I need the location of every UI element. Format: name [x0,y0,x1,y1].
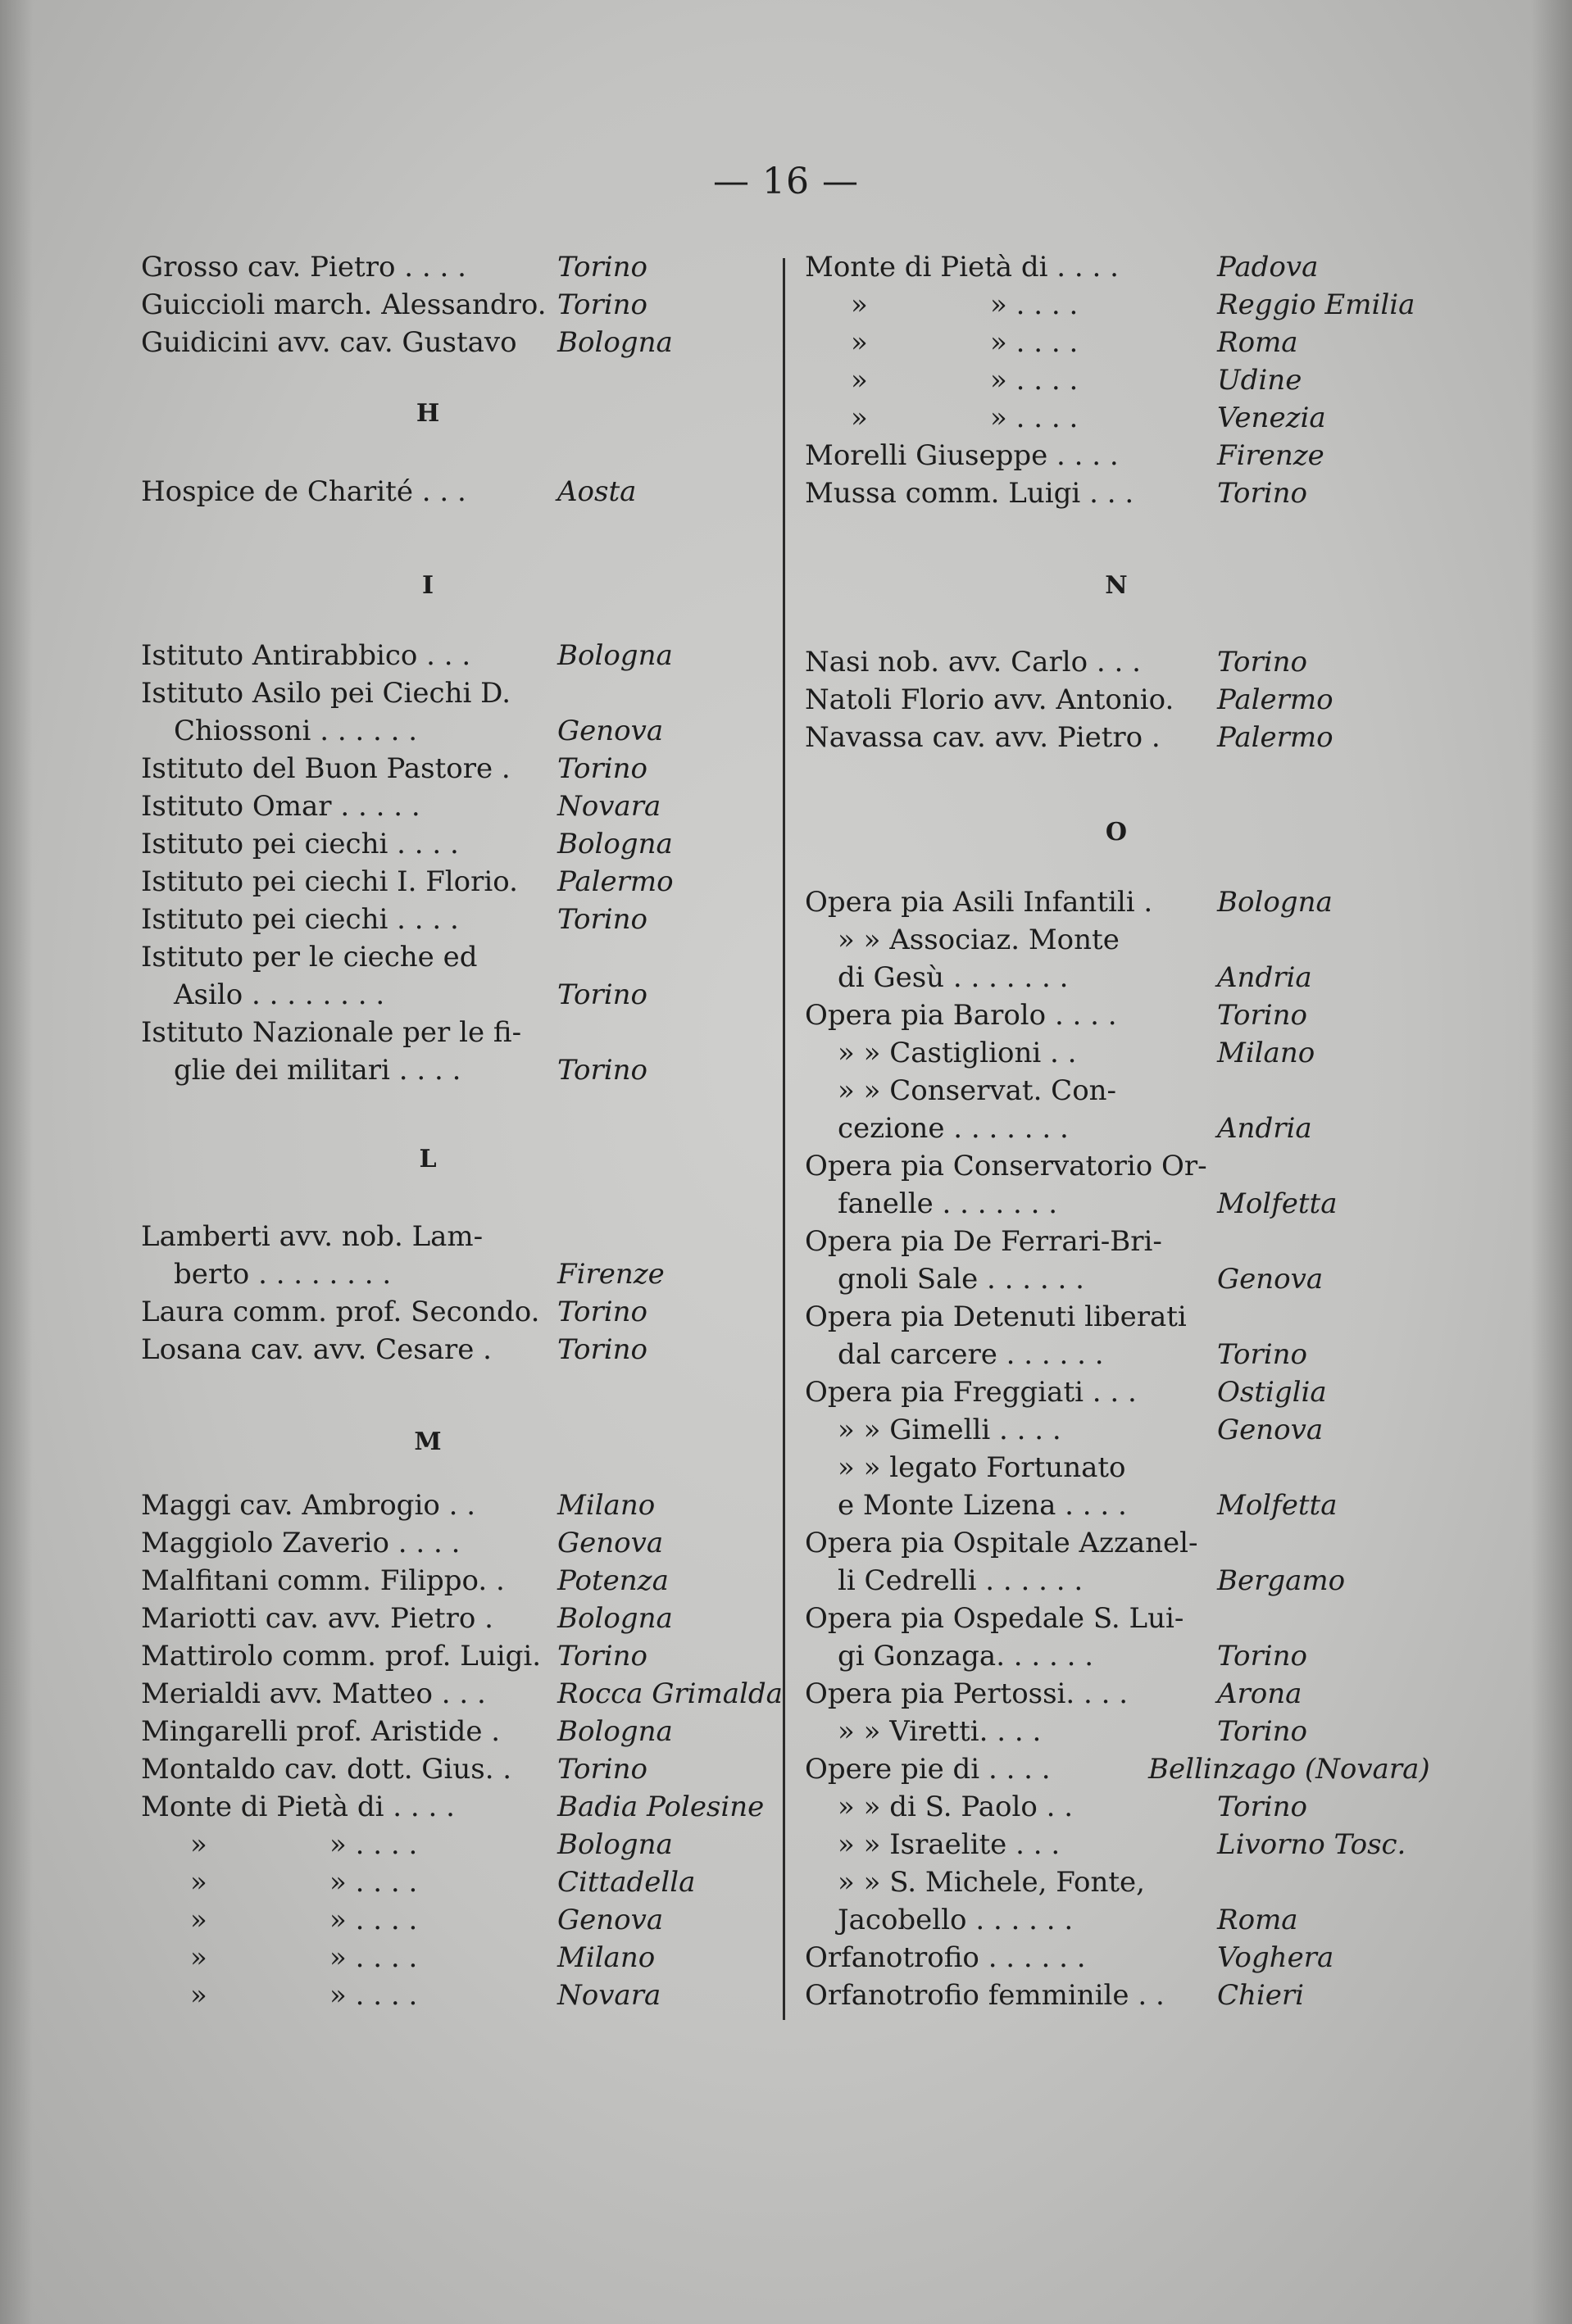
ditto-mark: » . . . . [990,326,1079,359]
index-entry [141,1901,788,1939]
entry-name: Opera pia Ospitale Azzanel- [805,1527,1198,1559]
ditto-mark: » . . . . [329,1904,418,1936]
entry-name: » » Gimelli . . . . [838,1414,1061,1446]
entry-city: Venezia [1217,402,1326,434]
entry-name: Istituto pei ciechi I. Florio. [141,865,518,898]
index-entry [141,1255,788,1293]
index-entry [805,1110,1452,1147]
entry-city: Bergamo [1217,1564,1346,1597]
entry-city: Chieri [1217,1979,1305,2012]
entry-city: Bellinzago (Novara) [1148,1753,1430,1786]
index-entry [805,399,1452,437]
entry-city: Andria [1217,961,1312,994]
ditto-mark: » . . . . [990,364,1079,397]
entry-city: Genova [557,715,664,747]
index-entry [141,863,788,901]
index-entry [805,1637,1452,1675]
index-entry [805,1336,1452,1373]
index-entry [805,1524,1452,1562]
entry-name: » » Israelite . . . [838,1828,1061,1861]
index-entry [141,1675,788,1713]
ditto-mark: » . . . . [329,1866,418,1899]
index-entry [141,286,788,324]
entry-city: Torino [1217,1338,1308,1371]
entry-city: Bologna [1217,886,1333,919]
index-entry [141,637,788,674]
index-entry [805,1750,1452,1788]
entry-name: fanelle . . . . . . . [838,1187,1058,1220]
index-entry [805,1223,1452,1260]
entry-city: Arona [1217,1677,1302,1710]
index-entry [805,883,1452,921]
entry-name: Malfitani comm. Filippo. . [141,1564,505,1597]
index-entry [805,248,1452,286]
entry-city: Palermo [557,865,674,898]
index-entry [141,1977,788,2014]
index-entry [141,825,788,863]
section-letter-h: H [416,399,440,428]
entry-name: berto . . . . . . . . [174,1258,392,1291]
entry-city: Bologna [557,326,673,359]
ditto-mark: » . . . . [329,1979,418,2012]
section-letter-o: O [1105,818,1128,847]
entry-name: Opere pie di . . . . [805,1753,1051,1786]
index-entry [141,1562,788,1600]
index-entry [141,674,788,712]
entry-city: Torino [557,251,648,284]
index-entry [805,1185,1452,1223]
entry-name: Maggiolo Zaverio . . . . [141,1527,461,1559]
entry-city: Firenze [1217,439,1324,472]
ditto-mark: » [190,1979,207,2012]
index-entry [141,1331,788,1369]
index-entry [805,1487,1452,1524]
entry-name: Opera pia Detenuti liberati [805,1300,1187,1333]
entry-name: Hospice de Charité . . . [141,475,466,508]
index-entry [805,1713,1452,1750]
index-entry [141,901,788,938]
entry-name: » » Associaz. Monte [838,924,1120,956]
entry-name: Opera pia Conservatorio Or- [805,1150,1207,1182]
entry-name: Istituto Antirabbico . . . [141,639,471,672]
entry-city: Milano [557,1489,656,1522]
entry-city: Genova [557,1904,664,1936]
entry-name: di Gesù . . . . . . . [838,961,1069,994]
ditto-mark: » [190,1941,207,1974]
entry-name: Opera pia Barolo . . . . [805,999,1117,1032]
index-entry [805,1826,1452,1863]
index-entry [805,719,1452,756]
entry-name: Laura comm. prof. Secondo. [141,1296,540,1328]
entry-name: gnoli Sale . . . . . . [838,1263,1084,1296]
index-entry [805,1034,1452,1072]
entry-city: Padova [1217,251,1319,284]
entry-city: Molfetta [1217,1489,1338,1522]
entry-name: Montaldo cav. dott. Gius. . [141,1753,512,1786]
entry-name: Istituto Omar . . . . . [141,790,420,823]
entry-name: li Cedrelli . . . . . . [838,1564,1084,1597]
index-entry [805,1562,1452,1600]
ditto-mark: » . . . . [329,1941,418,1974]
entry-city: Udine [1217,364,1302,397]
entry-name: Opera pia Freggiati . . . [805,1376,1137,1409]
entry-name: Opera pia Ospedale S. Lui- [805,1602,1184,1635]
page-shadow-right [1531,0,1572,2324]
ditto-mark: » . . . . [990,288,1079,321]
section-letter-i: I [421,571,434,600]
entry-city: Torino [557,752,648,785]
index-entry [141,1524,788,1562]
entry-city: Firenze [557,1258,665,1291]
index-entry [141,750,788,788]
entry-name: Istituto Asilo pei Ciechi D. [141,677,511,710]
index-entry [805,1411,1452,1449]
entry-city: Torino [1217,477,1308,510]
entry-name: Nasi nob. avv. Carlo . . . [805,646,1141,679]
entry-name: Mingarelli prof. Aristide . [141,1715,501,1748]
index-entry [805,921,1452,959]
entry-city: Cittadella [557,1866,696,1899]
entry-city: Torino [557,903,648,936]
entry-city: Milano [557,1941,656,1974]
ditto-mark: » [851,288,868,321]
entry-name: » » Conservat. Con- [838,1074,1117,1107]
entry-city: Genova [1217,1263,1324,1296]
entry-name: Mariotti cav. avv. Pietro . [141,1602,493,1635]
entry-city: Badia Polesine [557,1791,765,1823]
index-entry [141,1788,788,1826]
index-entry [805,996,1452,1034]
index-entry [141,248,788,286]
entry-city: Livorno Tosc. [1217,1828,1406,1861]
index-entry [805,286,1452,324]
index-entry [141,1293,788,1331]
entry-city: Torino [1217,999,1308,1032]
page-number: — 16 — [713,161,859,202]
page-shadow-left [0,0,33,2324]
entry-city: Potenza [557,1564,669,1597]
entry-name: Istituto per le cieche ed [141,941,478,974]
index-entry [805,324,1452,361]
index-entry [805,474,1452,512]
entry-city: Roma [1217,1904,1298,1936]
entry-name: Jacobello . . . . . . [838,1904,1074,1936]
index-entry [805,1675,1452,1713]
entry-city: Torino [557,1333,648,1366]
entry-name: Grosso cav. Pietro . . . . [141,251,466,284]
entry-name: Asilo . . . . . . . . [174,978,385,1011]
entry-city: Bologna [557,1715,673,1748]
entry-name: » » Castiglioni . . [838,1037,1077,1069]
entry-name: Losana cav. avv. Cesare . [141,1333,492,1366]
ditto-mark: » . . . . [329,1828,418,1861]
entry-name: » » Viretti. . . . [838,1715,1042,1748]
entry-city: Milano [1217,1037,1315,1069]
entry-city: Torino [1217,1640,1308,1673]
index-entry [141,938,788,976]
index-entry [141,1051,788,1089]
section-letter-n: N [1105,571,1128,600]
entry-name: Chiossoni . . . . . . [174,715,418,747]
entry-name: Opera pia Asili Infantili . [805,886,1153,919]
entry-city: Torino [557,978,648,1011]
index-entry [805,361,1452,399]
index-entry [805,1788,1452,1826]
entry-city: Novara [557,790,661,823]
entry-name: » » S. Michele, Fonte, [838,1866,1145,1899]
index-entry [141,1826,788,1863]
entry-city: Torino [1217,1791,1308,1823]
index-entry [141,1600,788,1637]
entry-city: Torino [557,1640,648,1673]
entry-name: Guidicini avv. cav. Gustavo [141,326,517,359]
ditto-mark: » [190,1904,207,1936]
index-entry [805,1863,1452,1901]
index-entry [141,1939,788,1977]
section-letter-m: M [414,1428,442,1456]
entry-name: Natoli Florio avv. Antonio. [805,683,1174,716]
entry-name: Monte di Pietà di . . . . [141,1791,455,1823]
ditto-mark: » [851,326,868,359]
entry-name: Opera pia Pertossi. . . . [805,1677,1129,1710]
entry-name: Istituto Nazionale per le fi- [141,1016,522,1049]
ditto-mark: » [851,364,868,397]
entry-name: Istituto pei ciechi . . . . [141,828,459,860]
entry-name: Monte di Pietà di . . . . [805,251,1119,284]
entry-city: Aosta [557,475,637,508]
index-entry [141,1014,788,1051]
entry-city: Rocca Grimalda [557,1677,783,1710]
entry-name: Lamberti avv. nob. Lam- [141,1220,484,1253]
entry-name: Istituto pei ciechi . . . . [141,903,459,936]
index-entry [805,1939,1452,1977]
entry-name: Mussa comm. Luigi . . . [805,477,1134,510]
index-entry [141,976,788,1014]
index-entry [141,324,788,361]
ditto-mark: » [851,402,868,434]
entry-city: Novara [557,1979,661,2012]
entry-city: Voghera [1217,1941,1334,1974]
entry-city: Palermo [1217,721,1333,754]
index-entry [805,1977,1452,2014]
index-entry [805,1260,1452,1298]
index-entry [805,1449,1452,1487]
entry-city: Torino [557,1054,648,1087]
entry-city: Palermo [1217,683,1333,716]
ditto-mark: » [190,1866,207,1899]
ditto-mark: » . . . . [990,402,1079,434]
index-entry [141,1637,788,1675]
entry-name: Navassa cav. avv. Pietro . [805,721,1161,754]
entry-city: Molfetta [1217,1187,1338,1220]
index-entry [141,1713,788,1750]
entry-name: Opera pia De Ferrari-Bri- [805,1225,1162,1258]
entry-name: gi Gonzaga. . . . . . [838,1640,1094,1673]
entry-name: » » di S. Paolo . . [838,1791,1074,1823]
entry-name: Orfanotrofio . . . . . . [805,1941,1086,1974]
entry-name: Guiccioli march. Alessandro. [141,288,547,321]
index-entry [805,1298,1452,1336]
index-entry [141,473,788,511]
index-entry [805,1373,1452,1411]
entry-name: Morelli Giuseppe . . . . [805,439,1119,472]
entry-city: Torino [557,288,648,321]
index-entry [141,1863,788,1901]
index-entry [141,1750,788,1788]
entry-name: Istituto del Buon Pastore . [141,752,511,785]
index-entry [805,1600,1452,1637]
entry-city: Torino [557,1296,648,1328]
entry-city: Ostiglia [1217,1376,1327,1409]
index-entry [141,712,788,750]
entry-city: Bologna [557,639,673,672]
index-entry [805,643,1452,681]
entry-city: Torino [1217,1715,1308,1748]
entry-name: Merialdi avv. Matteo . . . [141,1677,486,1710]
entry-name: dal carcere . . . . . . [838,1338,1104,1371]
entry-name: cezione . . . . . . . [838,1112,1069,1145]
index-entry [141,1218,788,1255]
entry-name: e Monte Lizena . . . . [838,1489,1127,1522]
entry-city: Roma [1217,326,1298,359]
entry-name: glie dei militari . . . . [174,1054,461,1087]
index-entry [141,788,788,825]
index-entry [805,681,1452,719]
entry-city: Bologna [557,1828,673,1861]
entry-city: Bologna [557,828,673,860]
index-entry [805,437,1452,474]
index-entry [805,1901,1452,1939]
entry-name: Orfanotrofio femminile . . [805,1979,1165,2012]
entry-city: Genova [557,1527,664,1559]
ditto-mark: » [190,1828,207,1861]
index-entry [805,959,1452,996]
entry-name: » » legato Fortunato [838,1451,1126,1484]
entry-city: Bologna [557,1602,673,1635]
entry-name: Maggi cav. Ambrogio . . [141,1489,476,1522]
index-entry [805,1147,1452,1185]
index-entry [141,1487,788,1524]
section-letter-l: L [419,1145,437,1173]
entry-name: Mattirolo comm. prof. Luigi. [141,1640,542,1673]
entry-city: Genova [1217,1414,1324,1446]
entry-city: Reggio Emilia [1217,288,1415,321]
entry-city: Andria [1217,1112,1312,1145]
entry-city: Torino [557,1753,648,1786]
entry-city: Torino [1217,646,1308,679]
index-entry [805,1072,1452,1110]
